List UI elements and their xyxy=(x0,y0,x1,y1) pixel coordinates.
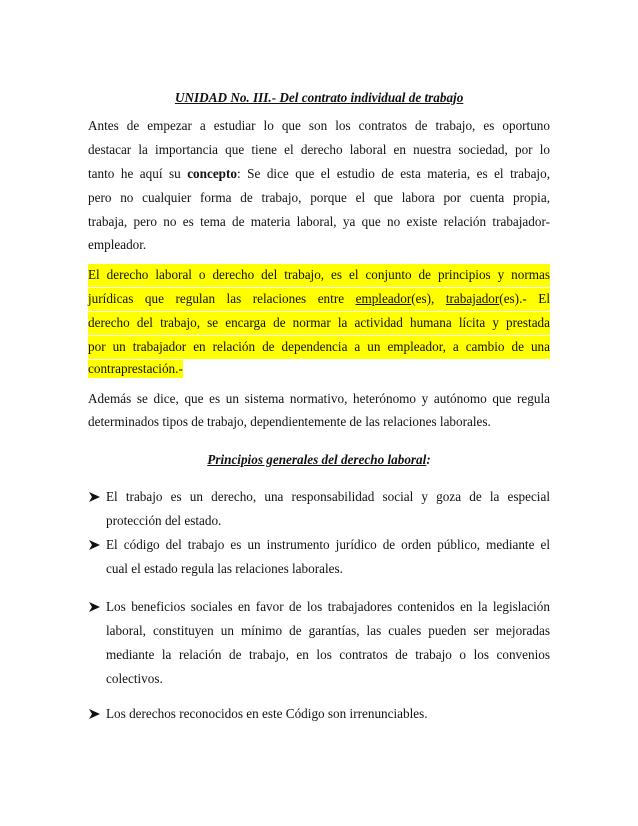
list-item-continuation: mediante la relación de trabajo, en los contratos de trabajo o los convenios xyxy=(106,647,550,662)
definition-text: jurídicas que regulan las relaciones entre xyxy=(88,291,356,306)
definition-line xyxy=(88,336,550,360)
highlight xyxy=(88,288,550,311)
additional-line: Además se dice, que es un sistema normativo, heterónomo y autónomo que regula xyxy=(88,391,550,406)
intro-line: destacar la importancia que tiene el derecho laboral en nuestra sociedad, por lo xyxy=(88,142,550,157)
arrow-bullet-icon xyxy=(88,487,102,507)
definition-line xyxy=(88,312,550,336)
arrow-bullet-icon xyxy=(88,535,102,555)
arrow-bullet-icon xyxy=(88,597,102,617)
list-item-text: Los beneficios sociales en favor de los trabajadores contenidos en la legislación xyxy=(106,599,550,614)
intro-text: : Se dice que el estudio de esta materia, es el trabajo, xyxy=(237,166,550,181)
intro-line xyxy=(88,164,550,188)
highlight: contraprestación.- xyxy=(88,361,183,376)
list-item-text: El trabajo es un derecho, una responsabilidad social y goza de la especial xyxy=(106,489,550,504)
concept-keyword: concepto xyxy=(187,166,237,181)
additional-line: determinados tipos de trabajo, dependientemente de las relaciones laborales. xyxy=(88,414,491,429)
list-item-continuation: cual el estado regula las relaciones laborales. xyxy=(106,561,343,576)
highlight: por un trabajador en relación de dependencia a un empleador, a cambio de una xyxy=(88,336,550,359)
arrow-bullet-icon xyxy=(88,704,102,724)
definition-line xyxy=(88,359,550,383)
employer-link[interactable]: empleador xyxy=(355,291,412,306)
list-item-continuation: protección del estado. xyxy=(106,513,222,528)
section-heading-text: Principios generales del derecho laboral xyxy=(207,452,427,467)
definition-line xyxy=(88,264,550,288)
heading-colon: : xyxy=(426,452,431,467)
page-title xyxy=(88,88,550,110)
list-item xyxy=(88,535,550,559)
intro-line: Antes de empezar a estudiar lo que son los contratos de trabajo, es oportuno xyxy=(88,118,550,133)
intro-line: trabaja, pero no es tema de materia laboral, ya que no existe relación trabajador- xyxy=(88,214,550,229)
highlight: derecho del trabajo, se encarga de normar la actividad humana lícita y prestada xyxy=(88,312,550,335)
list-item xyxy=(88,704,550,728)
intro-text: tanto he aquí su xyxy=(88,166,188,181)
definition-text: (es).- El xyxy=(499,291,550,306)
list-item xyxy=(88,487,550,511)
intro-line: pero no cualquier forma de trabajo, porque el que labora por cuenta propia, xyxy=(88,190,550,205)
list-item-text: El código del trabajo es un instrumento jurídico de orden público, mediante el xyxy=(106,537,550,552)
definition-line xyxy=(88,288,550,312)
worker-link[interactable]: trabajador xyxy=(445,291,500,306)
list-item-text: Los derechos reconocidos en este Código son irrenunciables. xyxy=(106,706,428,721)
definition-text: (es), xyxy=(411,291,446,306)
list-item-continuation: colectivos. xyxy=(106,671,163,686)
intro-line: empleador. xyxy=(88,237,147,252)
list-item-continuation: laboral, constituyen un mínimo de garantías, las cuales pueden ser mejoradas xyxy=(106,623,550,638)
section-heading xyxy=(88,450,550,472)
list-item xyxy=(88,597,550,621)
highlight: El derecho laboral o derecho del trabajo, es el conjunto de principios y normas xyxy=(88,264,550,287)
title-text: UNIDAD No. III.- Del contrato individual de trabajo xyxy=(175,90,464,105)
